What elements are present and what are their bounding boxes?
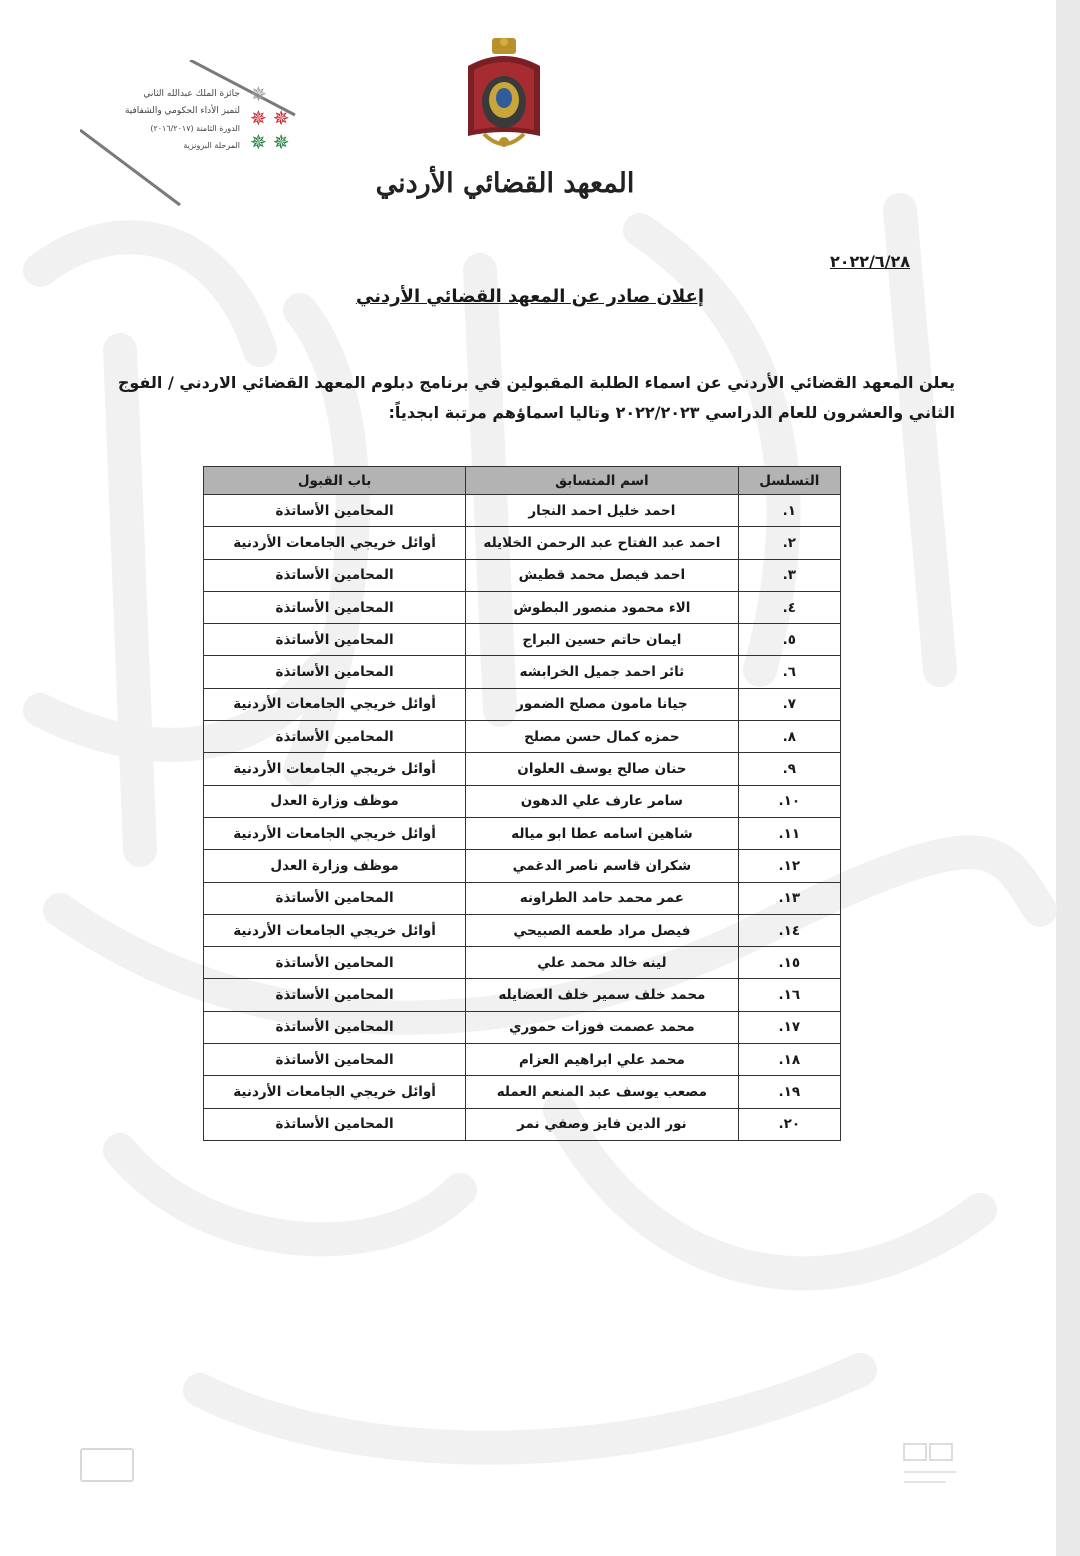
award-line-1: جائزة الملك عبدالله الثاني bbox=[143, 89, 240, 99]
cell-name: ايمان حاتم حسين البراج bbox=[466, 624, 738, 656]
table-row bbox=[204, 947, 841, 979]
cell-gate: المحامين الأساتذة bbox=[204, 1108, 466, 1140]
cell-seq: ١٥. bbox=[738, 947, 840, 979]
star-icon: ✵ bbox=[250, 106, 267, 130]
award-stars bbox=[250, 82, 310, 154]
cell-name: حمزه كمال حسن مصلح bbox=[466, 721, 738, 753]
table-row bbox=[204, 624, 841, 656]
table-row bbox=[204, 656, 841, 688]
page-edge bbox=[1056, 0, 1080, 1556]
table-row bbox=[204, 914, 841, 946]
cell-gate: المحامين الأساتذة bbox=[204, 656, 466, 688]
cell-seq: ١٤. bbox=[738, 914, 840, 946]
cell-name: احمد فيصل محمد قطيش bbox=[466, 559, 738, 591]
cell-name: سامر عارف علي الدهون bbox=[466, 785, 738, 817]
cell-name: ثائر احمد جميل الخرابشه bbox=[466, 656, 738, 688]
cell-gate: المحامين الأساتذة bbox=[204, 1011, 466, 1043]
cell-seq: ٤. bbox=[738, 591, 840, 623]
cell-gate: المحامين الأساتذة bbox=[204, 882, 466, 914]
table-row bbox=[204, 1044, 841, 1076]
cell-name: فيصل مراد طعمه الصبيحي bbox=[466, 914, 738, 946]
announcement-date: ٢٠٢٢/٦/٢٨ bbox=[829, 252, 910, 271]
coat-of-arms-icon bbox=[458, 36, 550, 156]
cell-name: جيانا مامون مصلح الضمور bbox=[466, 688, 738, 720]
cell-seq: ٨. bbox=[738, 721, 840, 753]
table-row bbox=[204, 850, 841, 882]
cell-name: شاهين اسامه عطا ابو مياله bbox=[466, 817, 738, 849]
table-row bbox=[204, 1108, 841, 1140]
table-row bbox=[204, 1011, 841, 1043]
header-seq: التسلسل bbox=[738, 467, 840, 495]
cell-name: محمد علي ابراهيم العزام bbox=[466, 1044, 738, 1076]
cell-gate: أوائل خريجي الجامعات الأردنية bbox=[204, 1076, 466, 1108]
cell-name: لينه خالد محمد علي bbox=[466, 947, 738, 979]
cell-seq: ١٦. bbox=[738, 979, 840, 1011]
cell-seq: ١٨. bbox=[738, 1044, 840, 1076]
cell-name: شكران قاسم ناصر الدغمي bbox=[466, 850, 738, 882]
cell-seq: ٣. bbox=[738, 559, 840, 591]
cell-seq: ٢. bbox=[738, 527, 840, 559]
cell-seq: ١٧. bbox=[738, 1011, 840, 1043]
table-row bbox=[204, 495, 841, 527]
table-row bbox=[204, 559, 841, 591]
cell-seq: ١٣. bbox=[738, 882, 840, 914]
cell-gate: أوائل خريجي الجامعات الأردنية bbox=[204, 688, 466, 720]
cell-seq: ١. bbox=[738, 495, 840, 527]
cell-name: احمد خليل احمد النجار bbox=[466, 495, 738, 527]
star-icon: ✵ bbox=[250, 82, 267, 106]
header-gate: باب القبول bbox=[204, 467, 466, 495]
cell-name: مصعب يوسف عبد المنعم العمله bbox=[466, 1076, 738, 1108]
cell-gate: المحامين الأساتذة bbox=[204, 947, 466, 979]
table-row bbox=[204, 817, 841, 849]
cell-gate: أوائل خريجي الجامعات الأردنية bbox=[204, 753, 466, 785]
accepted-students-table bbox=[203, 466, 841, 1141]
award-badge bbox=[80, 60, 310, 210]
cell-gate: أوائل خريجي الجامعات الأردنية bbox=[204, 527, 466, 559]
cell-gate: المحامين الأساتذة bbox=[204, 591, 466, 623]
cell-seq: ٩. bbox=[738, 753, 840, 785]
cell-seq: ١٢. bbox=[738, 850, 840, 882]
cell-name: محمد عصمت فوزات حموري bbox=[466, 1011, 738, 1043]
cell-gate: أوائل خريجي الجامعات الأردنية bbox=[204, 817, 466, 849]
award-line-4: المرحلة البرونزية bbox=[183, 141, 240, 150]
cell-gate: المحامين الأساتذة bbox=[204, 979, 466, 1011]
table-row bbox=[204, 527, 841, 559]
star-icon: ✵ bbox=[272, 106, 290, 130]
cell-seq: ١٠. bbox=[738, 785, 840, 817]
cell-name: عمر محمد حامد الطراونه bbox=[466, 882, 738, 914]
star-icon: ✵ bbox=[272, 130, 290, 154]
watermark-logo-left bbox=[80, 1448, 134, 1482]
cell-gate: المحامين الأساتذة bbox=[204, 1044, 466, 1076]
table-row bbox=[204, 979, 841, 1011]
table-row bbox=[204, 1076, 841, 1108]
table-row bbox=[204, 721, 841, 753]
table-row bbox=[204, 882, 841, 914]
star-icon: ✵ bbox=[250, 130, 267, 154]
cell-seq: ٢٠. bbox=[738, 1108, 840, 1140]
table-header-row bbox=[204, 467, 841, 495]
award-line-2: لتميز الأداء الحكومي والشفافية bbox=[124, 106, 240, 116]
cell-gate: المحامين الأساتذة bbox=[204, 559, 466, 591]
cell-seq: ٥. bbox=[738, 624, 840, 656]
announcement-intro: يعلن المعهد القضائي الأردني عن اسماء الطلبة المقبولين في برنامج دبلوم المعهد القضائي الاردني / الفوج الثاني والعشرون للعام الدراسي ٢٠٢٢/٢٠٢٣ وتاليا اسماؤهم مرتبة ابجدياً: bbox=[117, 373, 955, 422]
cell-gate: موظف وزارة العدل bbox=[204, 785, 466, 817]
award-line-3: الدورة الثامنة (٢٠١٦/٢٠١٧) bbox=[150, 124, 240, 133]
table-row bbox=[204, 753, 841, 785]
cell-gate: المحامين الأساتذة bbox=[204, 721, 466, 753]
cell-seq: ٧. bbox=[738, 688, 840, 720]
table-row bbox=[204, 688, 841, 720]
cell-seq: ١٩. bbox=[738, 1076, 840, 1108]
cell-gate: المحامين الأساتذة bbox=[204, 495, 466, 527]
announcement-title: إعلان صادر عن المعهد القضائي الأردني bbox=[355, 286, 704, 307]
cell-name: محمد خلف سمير خلف العضايله bbox=[466, 979, 738, 1011]
cell-seq: ٦. bbox=[738, 656, 840, 688]
cell-name: حنان صالح يوسف العلوان bbox=[466, 753, 738, 785]
cell-gate: أوائل خريجي الجامعات الأردنية bbox=[204, 914, 466, 946]
watermark-logo-right bbox=[900, 1440, 960, 1490]
cell-name: نور الدين فايز وصفي نمر bbox=[466, 1108, 738, 1140]
cell-seq: ١١. bbox=[738, 817, 840, 849]
table-row bbox=[204, 785, 841, 817]
table-row bbox=[204, 591, 841, 623]
cell-gate: المحامين الأساتذة bbox=[204, 624, 466, 656]
institute-name: المعهد القضائي الأردني bbox=[375, 168, 635, 199]
cell-name: الاء محمود منصور البطوش bbox=[466, 591, 738, 623]
cell-gate: موظف وزارة العدل bbox=[204, 850, 466, 882]
header-name: اسم المتسابق bbox=[466, 467, 738, 495]
cell-name: احمد عبد الفتاح عبد الرحمن الخلايله bbox=[466, 527, 738, 559]
